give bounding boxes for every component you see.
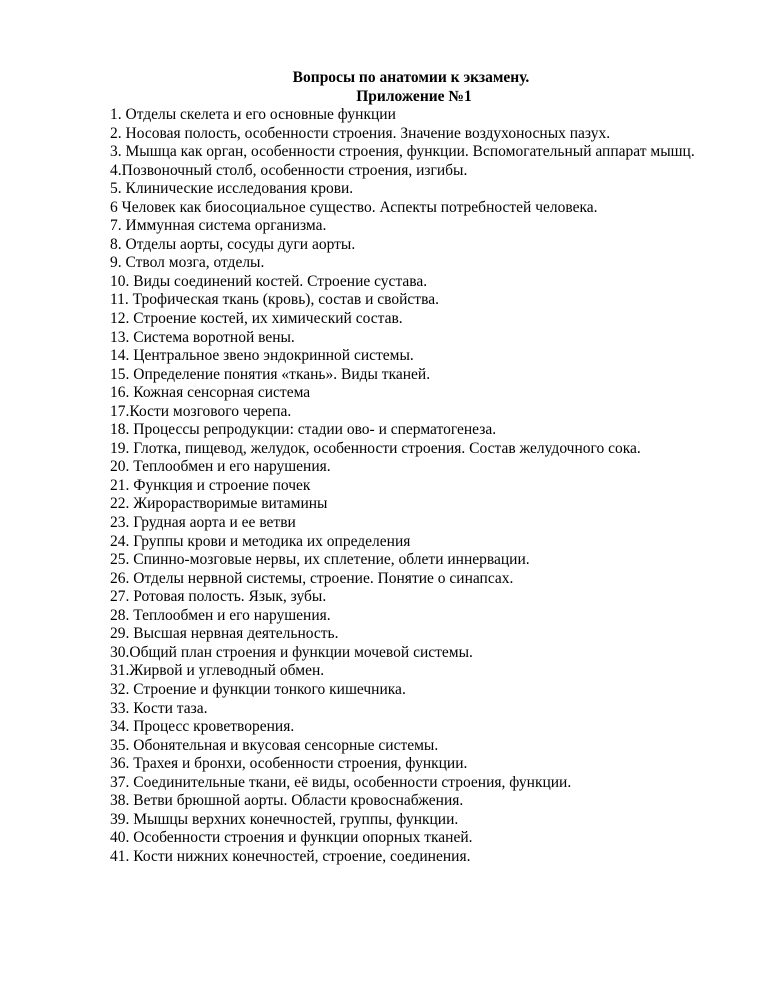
question-item: 3. Мышца как орган, особенности строения, функции. Вспомогательный аппарат мышц. xyxy=(110,143,695,161)
document-subtitle: Приложение №1 xyxy=(356,88,472,105)
question-item: 26. Отделы нервной системы, строение. Понятие о синапсах. xyxy=(110,569,514,587)
question-item: 29. Высшая нервная деятельность. xyxy=(110,625,339,643)
question-item: 21. Функция и строение почек xyxy=(110,476,311,494)
question-item: 8. Отделы аорты, сосуды дуги аорты. xyxy=(110,235,356,253)
question-item: 24. Группы крови и методика их определения xyxy=(110,532,411,550)
question-item: 17.Кости мозгового черепа. xyxy=(110,402,292,420)
question-item: 16. Кожная сенсорная система xyxy=(110,384,311,402)
question-item: 15. Определение понятия «ткань». Виды тканей. xyxy=(110,365,431,383)
question-item: 11. Трофическая ткань (кровь), состав и свойства. xyxy=(110,291,439,309)
questions-list xyxy=(110,106,710,866)
question-item: 34. Процесс кроветворения. xyxy=(110,718,295,736)
question-item: 7. Иммунная система организма. xyxy=(110,217,327,235)
question-item: 22. Жирорастворимые витамины xyxy=(110,495,328,513)
document-header xyxy=(0,68,768,106)
question-item: 19. Глотка, пищевод, желудок, особенности строения. Состав желудочного сока. xyxy=(110,439,641,457)
question-item: 13. Система воротной вены. xyxy=(110,328,295,346)
question-item: 32. Строение и функции тонкого кишечника. xyxy=(110,680,406,698)
question-item: 10. Виды соединений костей. Строение сустава. xyxy=(110,272,428,290)
question-item: 2. Носовая полость, особенности строения. Значение воздухоносных пазух. xyxy=(110,124,611,142)
question-item: 5. Клинические исследования крови. xyxy=(110,180,354,198)
question-item: 18. Процессы репродукции: стадии ово- и сперматогенеза. xyxy=(110,421,497,439)
question-item: 23. Грудная аорта и ее ветви xyxy=(110,514,296,532)
question-item: 6 Человек как биосоциальное существо. Аспекты потребностей человека. xyxy=(110,198,598,216)
question-item: 31.Жирвой и углеводный обмен. xyxy=(110,662,325,680)
question-item: 39. Мышцы верхних конечностей, группы, функции. xyxy=(110,810,459,828)
question-item: 28. Теплообмен и его нарушения. xyxy=(110,606,331,624)
question-item: 14. Центральное звено эндокринной системы. xyxy=(110,347,414,365)
question-item: 9. Ствол мозга, отделы. xyxy=(110,254,265,272)
question-item: 35. Обонятельная и вкусовая сенсорные системы. xyxy=(110,736,439,754)
question-item: 38. Ветви брюшной аорты. Области кровоснабжения. xyxy=(110,792,464,810)
question-item: 37. Соединительные ткани, её виды, особенности строения, функции. xyxy=(110,773,572,791)
document-title: Вопросы по анатомии к экзамену. xyxy=(292,69,530,86)
question-item: 33. Кости таза. xyxy=(110,699,208,717)
question-item: 12. Строение костей, их химический состав. xyxy=(110,310,403,328)
question-item: 4.Позвоночный столб, особенности строения, изгибы. xyxy=(110,161,468,179)
question-item: 25. Спинно-мозговые нервы, их сплетение, облети иннервации. xyxy=(110,551,530,569)
question-item: 40. Особенности строения и функции опорных тканей. xyxy=(110,829,473,847)
question-item: 36. Трахея и бронхи, особенности строения, функции. xyxy=(110,755,468,773)
question-item: 30.Общий план строения и функции мочевой системы. xyxy=(110,643,473,661)
question-item: 27. Ротовая полость. Язык, зубы. xyxy=(110,588,327,606)
question-item: 20. Теплообмен и его нарушения. xyxy=(110,458,331,476)
question-item: 41. Кости нижних конечностей, строение, соединения. xyxy=(110,847,471,865)
question-item: 1. Отделы скелета и его основные функции xyxy=(110,106,396,123)
